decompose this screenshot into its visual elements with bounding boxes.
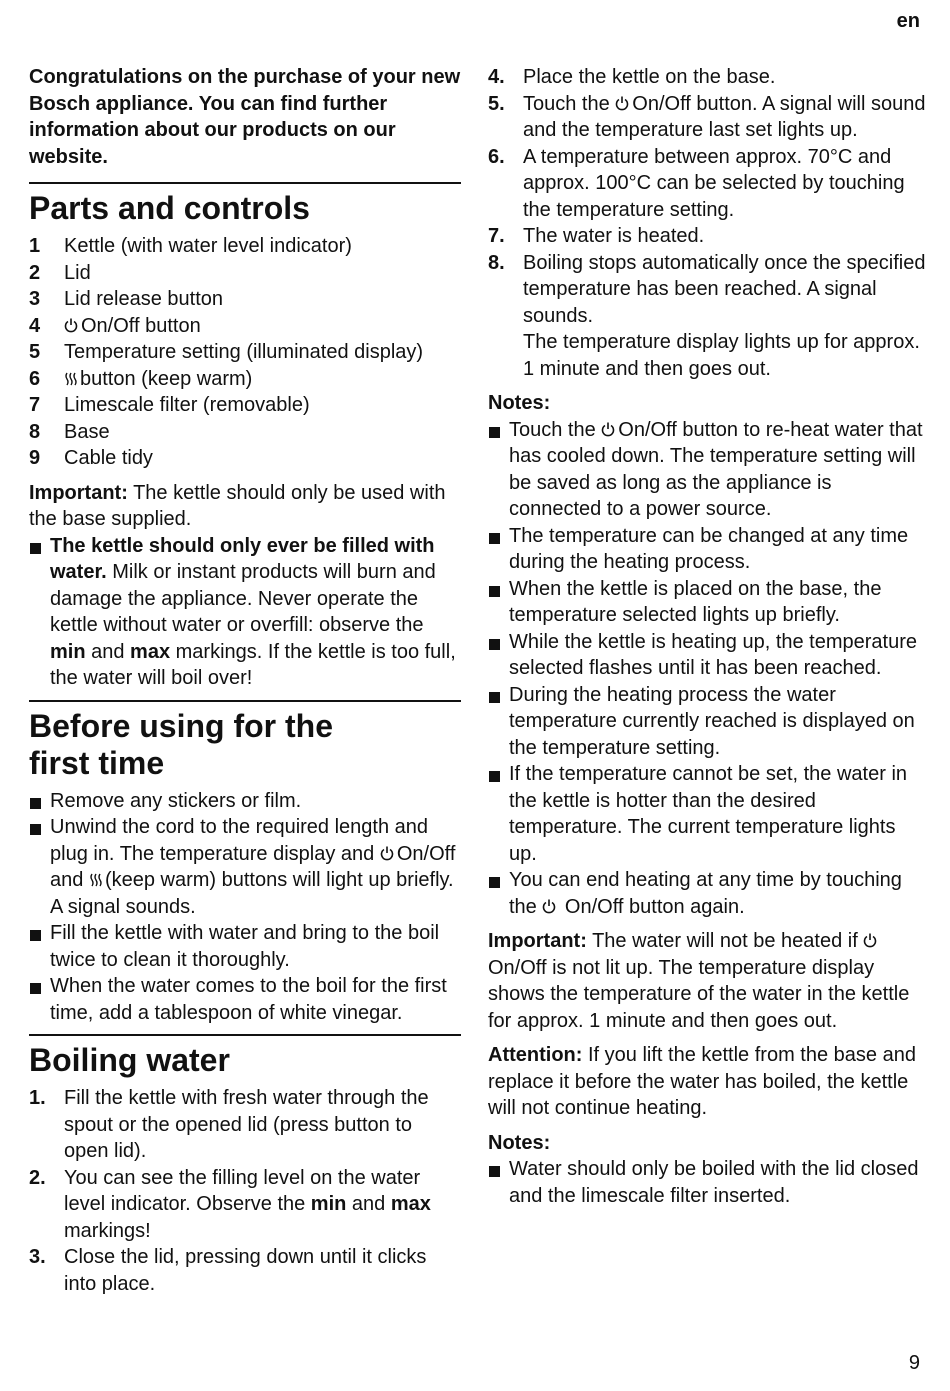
list-item: Water should only be boiled with the lid closed and the limescale filter inserted. (488, 1156, 928, 1209)
section-divider (29, 1034, 461, 1036)
step-item: 4. Place the kettle on the base. (488, 66, 776, 88)
list-item: Fill the kettle with water and bring to the boil twice to clean it thoroughly. (29, 920, 461, 973)
step-item: 8. Boiling stops automatically once the specified temperature has been reached. A signal sounds. The temperature display lights up for approx. 1 minute and then goes out. (488, 251, 926, 380)
list-item: Remove any stickers or film. (29, 788, 461, 815)
intro-text: Congratulations on the purchase of your new Bosch appliance. You can find further information about our products on our website. (29, 66, 461, 168)
important-note-2: Important: The water will not be heated if On/Off is not lit up. The temperature display shows the temperature of the water in the kettle for approx. 1 minute and then goes out. (488, 930, 910, 1032)
section-divider (29, 700, 461, 702)
power-icon (601, 418, 615, 432)
power-icon (615, 92, 629, 106)
parts-item: 3 Lid release button (29, 288, 224, 310)
keep-warm-icon (89, 869, 103, 885)
step-item: 5. Touch the On/Off button. A signal will sound and the temperature last set lights up. (488, 92, 926, 141)
keep-warm-icon (64, 368, 78, 384)
notes-list-2 (488, 1156, 928, 1209)
boiling-steps-continued (488, 64, 928, 382)
section-divider (29, 182, 461, 184)
list-item: If the temperature cannot be set, the water in the kettle is hotter than the desired temperature. The current temperature lights up. (488, 761, 928, 867)
step-item: 6. A temperature between approx. 70°C and approx. 100°C can be selected by touching the temperature setting. (488, 145, 905, 221)
list-item: Unwind the cord to the required length and plug in. The temperature display and On/Off and (keep warm) buttons will light up briefly. A signal sounds. (29, 814, 461, 920)
notes-list (488, 417, 928, 921)
list-item: When the kettle is placed on the base, the temperature selected lights up briefly. (488, 576, 928, 629)
notes-label: Notes: (488, 392, 551, 414)
list-item: You can end heating at any time by touching the On/Off button again. (488, 867, 928, 920)
list-item: The kettle should only ever be filled with water. Milk or instant products will burn and damage the appliance. Never operate the kettle without water or overfill: observe the min and max markings. If the kettle is too full, the water will boil over! (29, 533, 461, 692)
parts-item: 6 button (keep warm) (29, 367, 253, 390)
parts-item: 1 Kettle (with water level indicator) (29, 235, 352, 257)
before-list (29, 788, 461, 1027)
list-item: When the water comes to the boil for the first time, add a tablespoon of white vinegar. (29, 973, 461, 1026)
step-item: 2. You can see the filling level on the water level indicator. Observe the min and max markings! (29, 1166, 431, 1242)
power-icon (542, 895, 556, 909)
step-item: 3. Close the lid, pressing down until it clicks into place. (29, 1246, 427, 1295)
left-column (29, 64, 461, 1297)
parts-list (29, 233, 461, 472)
parts-item: 7 Limescale filter (removable) (29, 394, 310, 416)
list-item: While the kettle is heating up, the temperature selected flashes until it has been reached. (488, 629, 928, 682)
power-icon (64, 314, 78, 328)
power-icon (863, 929, 877, 943)
step-item: 1. Fill the kettle with fresh water through the spout or the opened lid (press button to open lid). (29, 1087, 429, 1162)
right-column (488, 64, 928, 1209)
boiling-steps (29, 1085, 461, 1297)
attention-note: Attention: If you lift the kettle from the base and replace it before the water has boiled, the kettle will not continue heating. (488, 1044, 916, 1119)
power-icon (380, 842, 394, 856)
list-item: Touch the On/Off button to re-heat water that has cooled down. The temperature setting will be saved as long as the appliance is connected to a power source. (488, 417, 928, 523)
parts-item: 4 On/Off button (29, 314, 201, 337)
parts-item: 5 Temperature setting (illuminated display) (29, 341, 424, 363)
list-item: The temperature can be changed at any time during the heating process. (488, 523, 928, 576)
warning-list (29, 533, 461, 692)
parts-item: 9 Cable tidy (29, 447, 153, 469)
language-tag: en (896, 10, 920, 32)
step-item: 7. The water is heated. (488, 225, 705, 247)
boiling-heading: Boiling water (29, 1042, 230, 1078)
before-heading: Before using for the first time (29, 707, 334, 781)
parts-item: 2 Lid (29, 261, 91, 284)
parts-heading: Parts and controls (29, 190, 310, 226)
important-note: Important: The kettle should only be used with the base supplied. (29, 481, 446, 530)
parts-item: 8 Base (29, 420, 110, 443)
page-number: 9 (908, 1352, 920, 1374)
notes-label-2: Notes: (488, 1131, 551, 1154)
list-item: During the heating process the water temperature currently reached is displayed on the temperature setting. (488, 682, 928, 762)
